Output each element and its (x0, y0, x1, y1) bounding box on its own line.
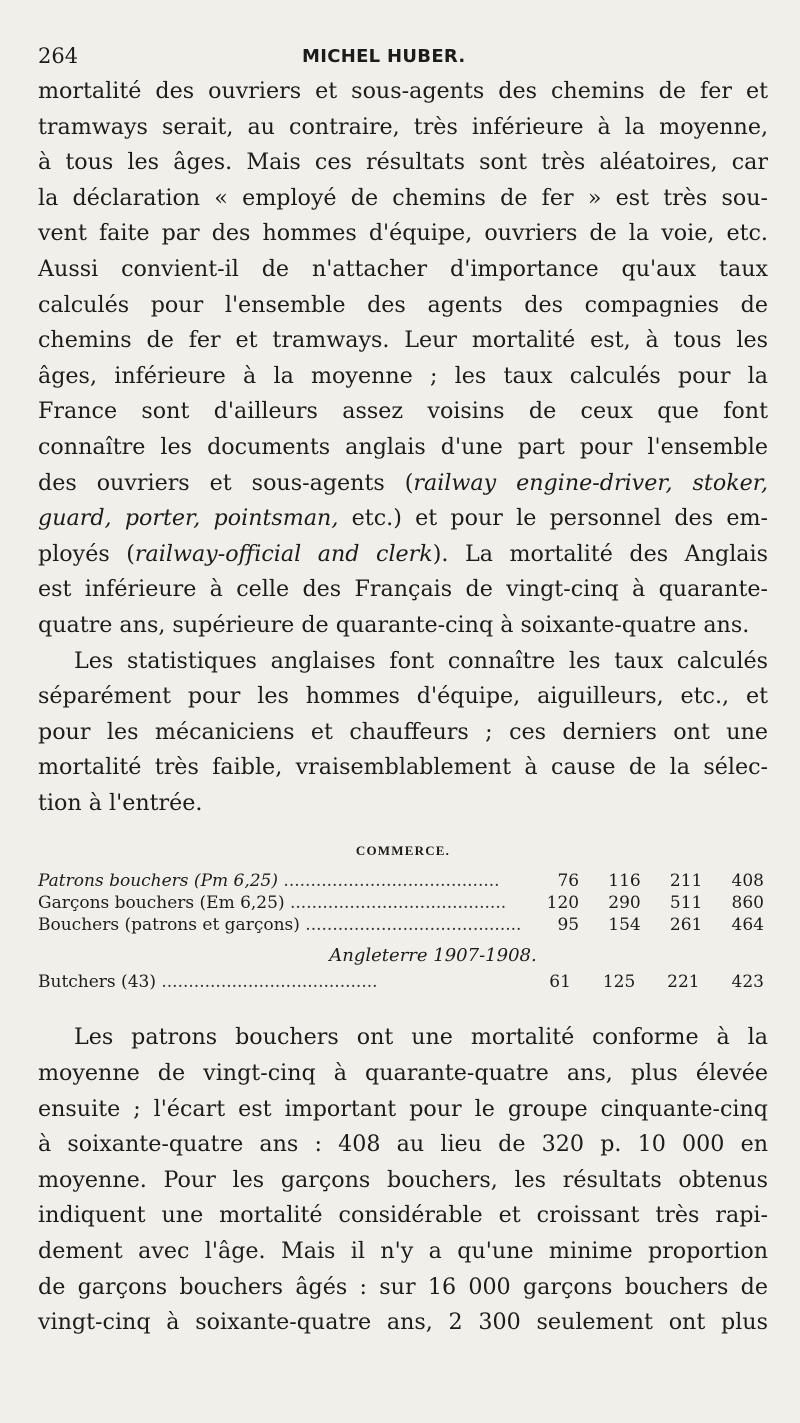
rate-cell: 125 (602, 972, 636, 993)
table-row (38, 893, 768, 915)
italic-run: railway-official and clerk (134, 540, 433, 567)
row-label (38, 893, 521, 915)
dot-leader: ........................................ (284, 893, 507, 914)
text-line: tramways serait, au contraire, très inférieure à la moyenne, (38, 113, 768, 140)
rate-cell: 61 (549, 972, 571, 993)
dot-leader: ........................................ (278, 871, 500, 892)
text-run: etc.) et pour le personnel des em- (338, 505, 768, 532)
text-line: Les statistiques anglaises font connaître les taux calculés (74, 647, 768, 674)
rate-cell: 464 (731, 915, 764, 936)
table-row (38, 915, 768, 937)
paragraph-railway (38, 74, 768, 644)
text-run: des ouvriers et sous-agents ( (38, 469, 414, 496)
rate-cell: 120 (546, 893, 580, 914)
text-line (38, 466, 768, 502)
text-line: chemins de fer et tramways. Leur mortalité est, à tous les (38, 327, 768, 354)
row-label (38, 871, 521, 893)
table-subheading: Angleterre 1907-1908. (329, 945, 537, 967)
rate-cell: 116 (608, 871, 641, 892)
book-page (38, 38, 768, 1341)
rate-cell: 154 (608, 915, 641, 936)
text-line: de garçons bouchers âgés : sur 16 000 garçons bouchers de (38, 1273, 768, 1300)
text-line: ensuite ; l'écart est important pour le groupe cinquante-cinq (38, 1095, 768, 1122)
running-title: MICHEL HUBER. (302, 46, 466, 67)
rate-cell: 221 (667, 972, 700, 993)
text-line: France sont d'ailleurs assez voisins de ceux que font (38, 398, 768, 425)
row-label (38, 915, 521, 937)
rate-cell: 211 (669, 871, 703, 892)
text-line: mortalité des ouvriers et sous-agents des chemins de fer et (38, 78, 768, 104)
italic-run: guard, porter, pointsman, (38, 505, 339, 532)
mortality-table-england (38, 972, 768, 994)
text-line: quatre ans, supérieure de quarante-cinq à soixante-quatre ans. (38, 611, 750, 638)
rate-cell: 95 (557, 915, 580, 936)
page-number: 264 (38, 44, 79, 68)
text-line: dement avec l'âge. Mais il n'y a qu'une minime proportion (38, 1238, 768, 1265)
text-line: la déclaration « employé de chemins de fer » est très sou- (38, 184, 768, 211)
rate-cell: 860 (731, 893, 764, 914)
text-line: moyenne. Pour les garçons bouchers, les résultats obtenus (38, 1166, 768, 1193)
paragraph-statistics (38, 644, 768, 822)
table-title: COMMERCE. (355, 843, 451, 859)
text-line: pour les mécaniciens et chauffeurs ; ces derniers ont une (38, 718, 768, 745)
text-line (38, 501, 768, 537)
rate-cell: 76 (557, 871, 580, 892)
row-label-text: Butchers (43) (38, 972, 156, 993)
row-label-text: Patrons bouchers (Pm 6,25) (38, 871, 279, 892)
text-line: Les patrons bouchers ont une mortalité conforme à la (74, 1024, 768, 1051)
text-line: à soixante-quatre ans : 408 au lieu de 320 p. 10 000 en (38, 1131, 768, 1158)
text-line: vent faite par des hommes d'équipe, ouvriers de la voie, etc. (38, 220, 768, 247)
paragraph-butchers (38, 1020, 768, 1340)
row-label (38, 972, 511, 994)
text-line: indiquent une mortalité considérable et croissant très rapi- (38, 1202, 768, 1229)
text-line: Aussi convient-il de n'attacher d'importance qu'aux taux (38, 255, 768, 282)
rate-cell: 261 (669, 915, 703, 936)
text-line: connaître les documents anglais d'une part pour l'ensemble (38, 433, 768, 460)
table-row (38, 972, 768, 994)
dot-leader: ........................................ (299, 915, 522, 936)
text-line: calculés pour l'ensemble des agents des compagnies de (38, 291, 768, 318)
italic-run: railway engine-driver, stoker, (413, 469, 768, 496)
rate-cell: 408 (731, 871, 764, 892)
dot-leader: ........................................ (155, 972, 378, 993)
text-line: vingt-cinq à soixante-quatre ans, 2 300 seulement ont plus (38, 1309, 768, 1336)
text-line: mortalité très faible, vraisemblablement à cause de la sélec- (38, 754, 768, 781)
rate-cell: 511 (669, 893, 703, 914)
text-line (38, 537, 768, 573)
row-label-text: Garçons bouchers (Em 6,25) (38, 893, 285, 914)
text-run: ployés ( (38, 540, 135, 567)
text-run: ). La mortalité des Anglais (432, 540, 769, 567)
text-line: est inférieure à celle des Français de vingt-cinq à quarante- (38, 576, 768, 603)
table-row (38, 871, 768, 893)
text-line: tion à l'entrée. (38, 789, 203, 816)
rate-cell: 290 (608, 893, 641, 914)
mortality-table (38, 871, 768, 937)
rate-cell: 423 (731, 972, 764, 993)
text-line: séparément pour les hommes d'équipe, aiguilleurs, etc., et (38, 683, 768, 710)
text-line: à tous les âges. Mais ces résultats sont très aléatoires, car (38, 149, 768, 176)
text-line: moyenne de vingt-cinq à quarante-quatre ans, plus élevée (38, 1060, 768, 1087)
row-label-text: Bouchers (patrons et garçons) (38, 915, 300, 936)
text-line: âges, inférieure à la moyenne ; les taux calculés pour la (38, 362, 768, 389)
page-header (38, 38, 768, 74)
